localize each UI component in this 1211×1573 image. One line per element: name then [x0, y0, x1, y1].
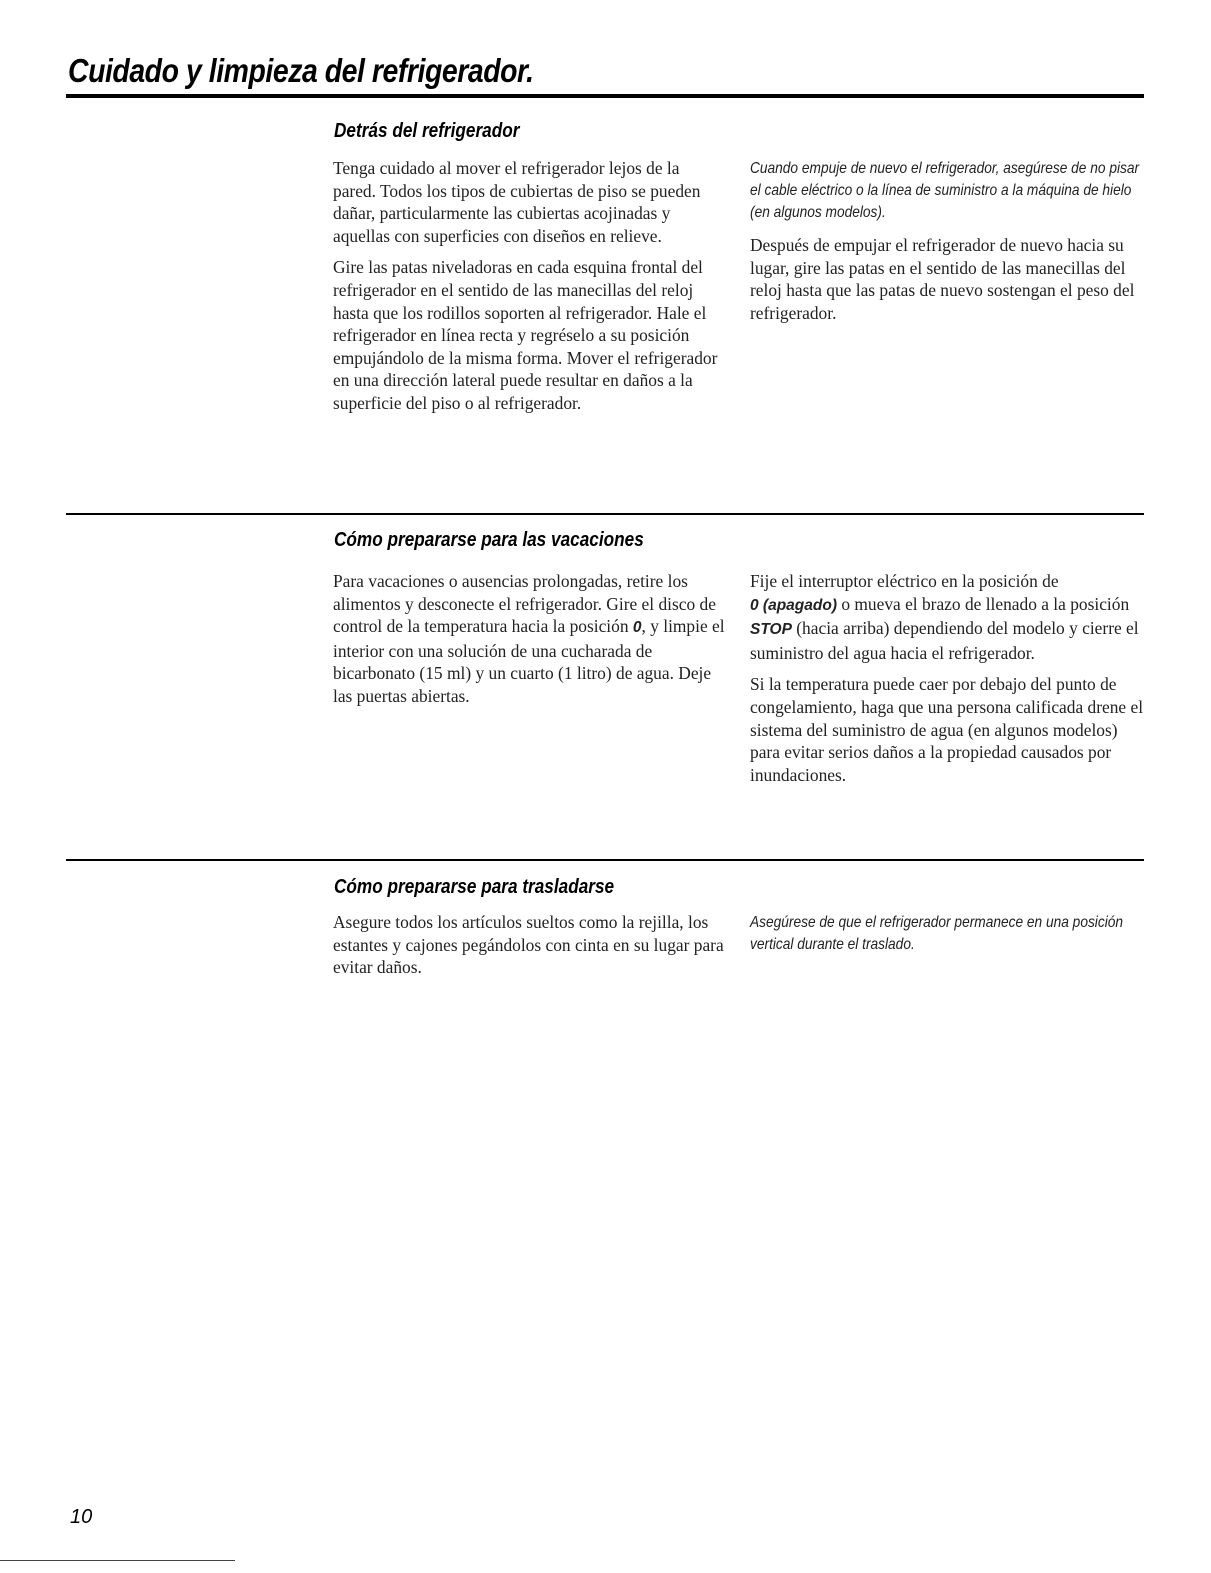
off-position: 0 (apagado) — [750, 596, 837, 614]
moving-note: Asegúrese de que el refrigerador permanece en una posición vertical durante el traslado. — [750, 914, 1124, 953]
section-divider-2 — [66, 859, 1144, 861]
vacation-right-column — [750, 570, 1144, 795]
moving-right-column — [750, 912, 1144, 966]
vacation-paragraph-2 — [750, 570, 1144, 664]
setting-zero: 0 — [632, 619, 642, 637]
vacation-text-e: (hacia arriba) dependiendo del modelo y cierre el suministro del agua hacia el refrigerador. — [750, 618, 1139, 663]
vacation-paragraph-3: Si la temperatura puede caer por debajo del punto de congelamiento, haga que una persona calificada drene el sistema del suministro de agua (en algunos modelos) para evitar serios daños a la propiedad causados por inundaciones. — [750, 674, 1144, 785]
section-divider-1 — [66, 513, 1144, 515]
behind-left-column — [333, 157, 725, 424]
moving-left-column — [333, 911, 725, 988]
section-heading-moving: Cómo prepararse para trasladarse — [334, 876, 615, 898]
page-title: Cuidado y limpieza del refrigerador. — [68, 52, 534, 89]
vacation-text-d: o mueva el brazo de llenado a la posición — [836, 593, 1130, 614]
vacation-left-column — [333, 570, 725, 717]
behind-note: Cuando empuje de nuevo el refrigerador, asegúrese de no pisar el cable eléctrico o la línea de suministro a la máquina de hielo (en algunos modelos). — [750, 160, 1140, 221]
behind-right-column — [750, 158, 1144, 333]
behind-paragraph-2: Gire las patas niveladoras en cada esquina frontal del refrigerador en el sentido de las manecillas del reloj hasta que los rodillos soporten al refrigerador. Hale el refrigerador en línea recta y regréselo a su posición empujándolo de la misma forma. Mover el refrigerador en una dirección lateral puede resultar en daños a la superficie del piso o al refrigerador. — [333, 257, 718, 413]
vacation-text-c: Fije el interruptor eléctrico en la posición de — [750, 571, 1059, 591]
vacation-text-b: , y limpie el interior con una solución de una cucharada de bicarbonato (15 ml) y un cuarto (1 litro) de agua. Deje las puertas abiertas. — [333, 616, 725, 706]
section-heading-vacation: Cómo prepararse para las vacaciones — [334, 529, 644, 551]
vacation-text-a: Para vacaciones o ausencias prolongadas, retire los alimentos y desconecte el refrigerador. Gire el disco de control de la temperatura hacia la posición — [333, 571, 716, 637]
bottom-edge-line — [0, 1560, 235, 1561]
behind-paragraph-3: Después de empujar el refrigerador de nuevo hacia su lugar, gire las patas en el sentido de las manecillas del reloj hasta que las patas de nuevo sostengan el peso del refrigerador. — [750, 235, 1135, 323]
section-heading-behind: Detrás del refrigerador — [334, 120, 520, 142]
page-number: 10 — [70, 1506, 93, 1528]
moving-paragraph: Asegure todos los artículos sueltos como la rejilla, los estantes y cajones pegándolos con cinta en su lugar para evitar daños. — [333, 912, 724, 978]
vacation-paragraph-1 — [333, 570, 725, 708]
behind-paragraph-1: Tenga cuidado al mover el refrigerador lejos de la pared. Todos los tipos de cubiertas de piso se pueden dañar, particularmente las cubiertas acojinadas y aquellas con superficies con diseños en relieve. — [333, 158, 701, 246]
title-rule — [66, 94, 1144, 98]
stop-position: STOP — [750, 621, 792, 639]
